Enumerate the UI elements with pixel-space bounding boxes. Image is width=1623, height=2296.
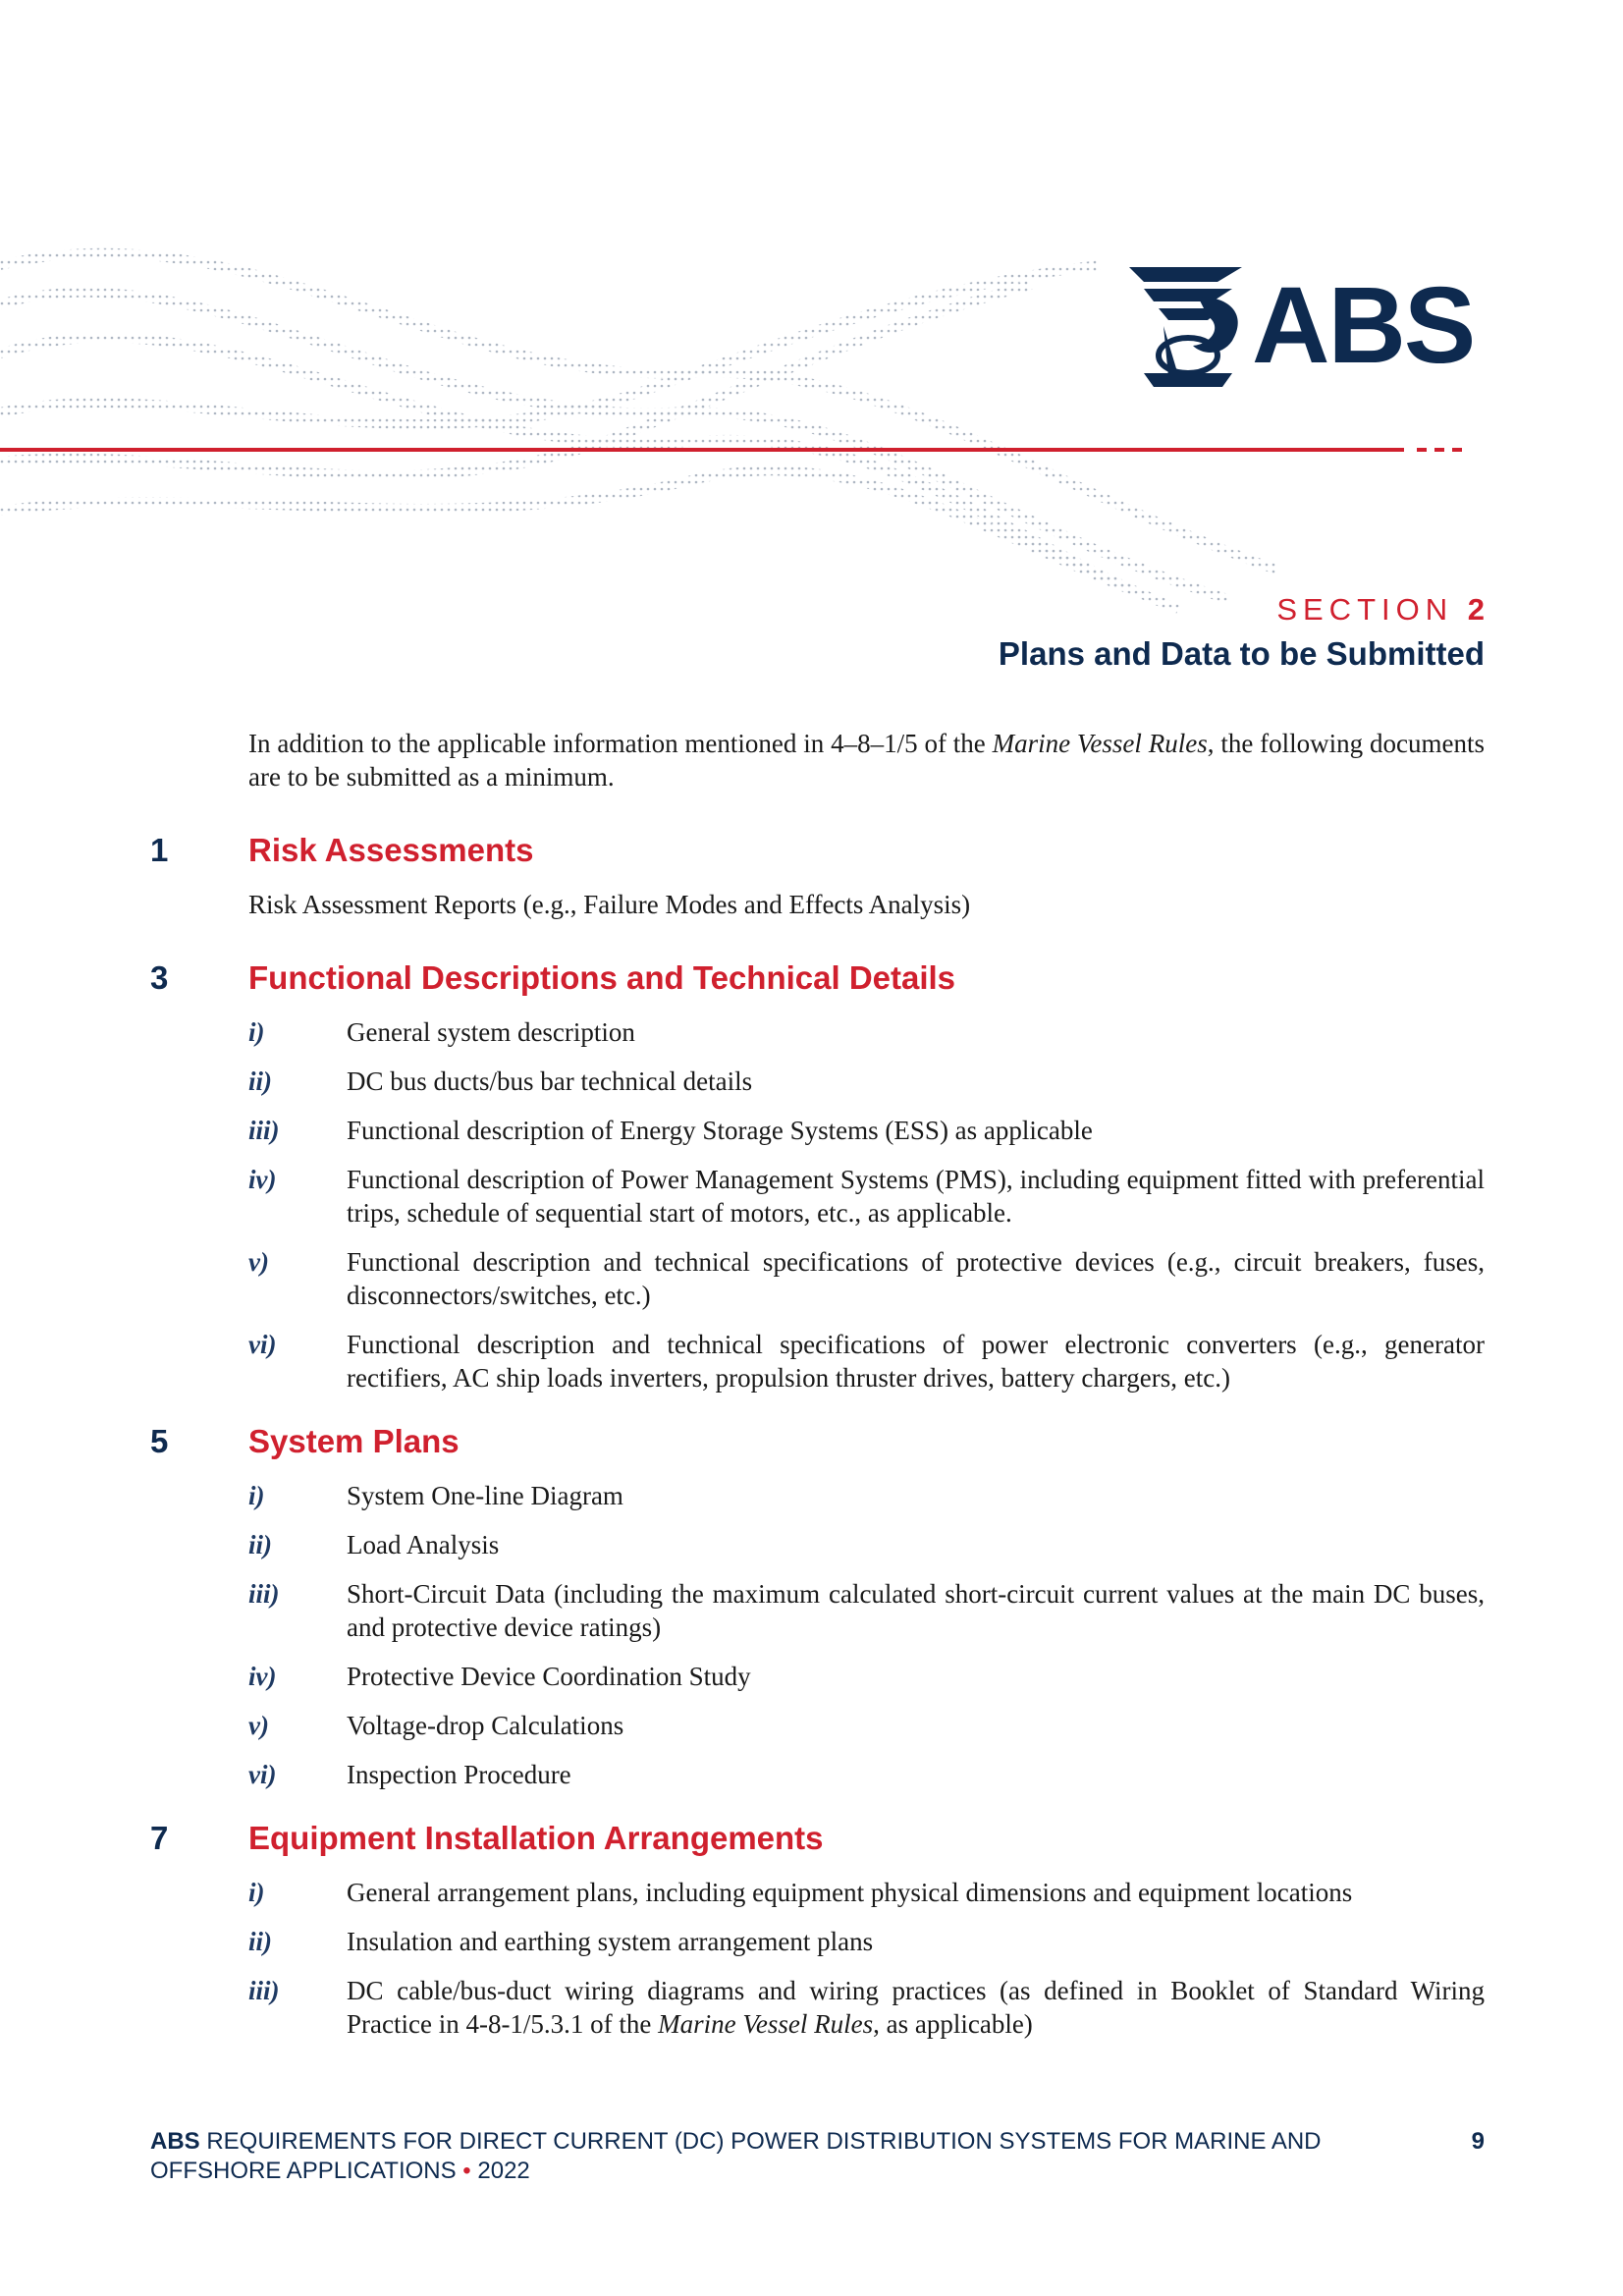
section-number: 2 — [1467, 592, 1485, 627]
list-item: iv) Functional description of Power Management Systems (PMS), including equipment fitted with preferential trips, schedule of sequential start of motors, etc., as applicable. — [248, 1165, 1485, 1228]
section-heading-7 — [0, 1817, 1623, 1860]
intro-paragraph: In addition to the applicable information mentioned in 4–8–1/5 of the Marine Vessel Rules, the following documents are to be submitted as a minimum. — [248, 729, 1485, 792]
list-item: v) Voltage-drop Calculations — [248, 1711, 624, 1740]
heading-title: Risk Assessments — [248, 832, 534, 868]
list-s5 — [0, 1479, 1623, 1791]
abs-logo — [1124, 257, 1478, 395]
list-item: iii) DC cable/bus-duct wiring diagrams and wiring practices (as defined in Booklet of Standard Wiring Practice in 4-8-1/5.3.1 of the Marine Vessel Rules, as applicable) — [248, 1976, 1485, 2039]
list-item: ii) DC bus ducts/bus bar technical details — [248, 1066, 753, 1096]
heading-number: 5 — [150, 1423, 169, 1459]
logo-wordmark: ABS — [1252, 265, 1475, 386]
list-s7 — [0, 1876, 1623, 2041]
heading-number: 7 — [150, 1820, 169, 1856]
list-item: vi) Functional description and technical specifications of power electronic converters (e.g., generator rectifiers, AC ship loads inverters, propulsion thruster drives, battery chargers, etc.) — [248, 1330, 1485, 1393]
section-label: SECTION 2 — [1276, 592, 1485, 627]
page-number: 9 — [1471, 2128, 1485, 2155]
heading-title: System Plans — [248, 1423, 460, 1459]
main-content — [0, 727, 1623, 2066]
list-item: i) General arrangement plans, including equipment physical dimensions and equipment locations — [248, 1878, 1353, 1907]
list-s3 — [0, 1015, 1623, 1394]
list-item: i) System One-line Diagram — [248, 1481, 623, 1510]
list-item: ii) Insulation and earthing system arrangement plans — [248, 1927, 874, 1956]
list-item: i) General system description — [248, 1017, 635, 1047]
heading-title: Equipment Installation Arrangements — [248, 1820, 824, 1856]
footer-text: ABS REQUIREMENTS FOR DIRECT CURRENT (DC) POWER DISTRIBUTION SYSTEMS FOR MARINE AND OFFSHORE APPLICATIONS • 2022 — [150, 2128, 1322, 2184]
heading-title: Functional Descriptions and Technical Details — [248, 959, 956, 996]
page-footer — [150, 2127, 1485, 2186]
list-item: iii) Functional description of Energy Storage Systems (ESS) as applicable — [248, 1116, 1093, 1145]
list-item: iv) Protective Device Coordination Study — [248, 1662, 751, 1691]
paragraph: Risk Assessment Reports (e.g., Failure Modes and Effects Analysis) — [248, 890, 971, 919]
list-item: v) Functional description and technical specifications of protective devices (e.g., circuit breakers, fuses, disconnectors/switches, etc.) — [248, 1247, 1485, 1310]
heading-number: 1 — [150, 832, 169, 868]
section-heading-1 — [0, 829, 1623, 872]
list-item: ii) Load Analysis — [248, 1530, 500, 1559]
heading-number: 3 — [150, 959, 169, 996]
list-item: vi) Inspection Procedure — [248, 1760, 571, 1789]
eagle-emblem-icon — [1124, 257, 1262, 395]
section-heading-5 — [0, 1420, 1623, 1463]
list-item: iii) Short-Circuit Data (including the maximum calculated short-circuit current values at the main DC buses, and protective device ratings) — [248, 1579, 1485, 1642]
page-title: Plans and Data to be Submitted — [998, 635, 1485, 672]
section-heading-3 — [0, 957, 1623, 1000]
